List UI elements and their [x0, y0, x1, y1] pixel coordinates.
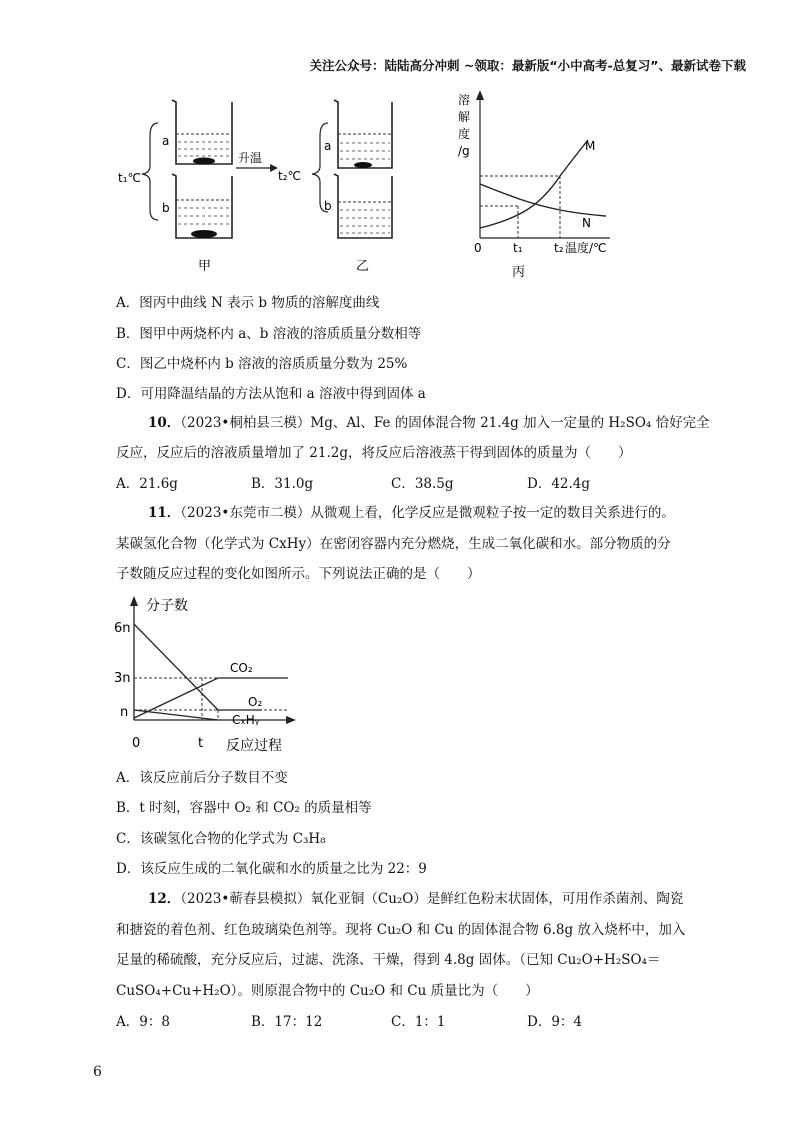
curve-n-label: N	[582, 216, 591, 230]
curve-m	[480, 140, 588, 228]
arrow-head	[270, 164, 278, 172]
q12-option-c: C．1：1	[391, 1014, 446, 1030]
origin-label: 0	[474, 241, 482, 255]
beaker-label-b-jia: b	[162, 201, 170, 215]
bracket-jia	[142, 123, 158, 220]
co2-label: CO₂	[230, 661, 253, 675]
q11-line-1	[148, 503, 675, 523]
beaker-a-jia	[172, 100, 232, 165]
q11-line-2: 某碳氢化合物（化学式为 CxHy）在密闭容器内充分燃烧，生成二氧化碳和水。部分物质的分	[116, 536, 671, 552]
beaker-b-jia	[172, 174, 232, 238]
q11-option-a: A．该反应前后分子数目不变	[116, 770, 288, 786]
figure-q9	[110, 88, 630, 288]
cxhy-label: CₓHᵧ	[232, 713, 260, 727]
co2-line	[134, 678, 288, 718]
x-axis-label: 反应过程	[226, 738, 282, 754]
ylabel-char-3: 度	[458, 127, 471, 141]
q12-option-d: D．9：4	[527, 1014, 583, 1030]
beaker-label-b-yi: b	[324, 199, 332, 213]
y-tick-n: n	[120, 705, 129, 720]
curve-n	[480, 184, 606, 216]
t1-label: t₁	[513, 241, 523, 255]
y-axis-arrow	[476, 90, 484, 100]
figure-q11	[112, 590, 312, 760]
figure-label-jia: 甲	[198, 259, 212, 274]
q11-stem-1: （2023•东莞市二模）从微观上看，化学反应是微观粒子按一定的数目关系进行的。	[180, 505, 675, 521]
t-label: t	[198, 736, 204, 751]
q12-line-1	[148, 889, 683, 909]
q11-option-c: C．该碳氢化合物的化学式为 C₃H₈	[116, 831, 326, 847]
q11-option-b: B．t 时刻，容器中 O₂ 和 CO₂ 的质量相等	[116, 800, 372, 816]
q10-number: 10．	[148, 415, 181, 431]
beaker-b-yi	[334, 174, 392, 238]
q12-line-3: 足量的稀硫酸，充分反应后，过滤、洗涤、干燥，得到 4.8g 固体。（已知 Cu₂O+H₂SO₄＝	[116, 952, 661, 968]
x-axis-arrow	[286, 716, 296, 724]
curve-m-label: M	[585, 139, 596, 153]
temp-label-yi: t₂℃	[278, 169, 301, 183]
q12-option-a: A．9：8	[116, 1014, 170, 1030]
t2-label: t₂	[554, 241, 564, 255]
figure-label-yi: 乙	[356, 259, 370, 274]
q9-option-c: C．图乙中烧杯内 b 溶液的溶质质量分数为 25%	[116, 356, 408, 372]
arrow-label: 升温	[238, 151, 263, 165]
q9-option-a: A．图丙中曲线 N 表示 b 物质的溶解度曲线	[116, 295, 380, 311]
page-number: 6	[93, 1064, 102, 1080]
q9-option-b: B．图甲中两烧杯内 a、b 溶液的溶质质量分数相等	[116, 326, 422, 342]
beaker-a-yi	[334, 100, 392, 168]
ylabel-char-4: /g	[458, 144, 470, 158]
q10-line-2: 反应，反应后的溶液质量增加了 21.2g，将反应后溶液蒸干得到固体的质量为（ ）	[116, 445, 632, 461]
q11-option-d: D．该反应生成的二氧化碳和水的质量之比为 22：9	[116, 861, 427, 877]
q11-line-3: 子数随反应过程的变化如图所示。下列说法正确的是（ ）	[116, 566, 481, 582]
q12-option-b: B．17：12	[251, 1014, 323, 1030]
x-axis-label: 温度/℃	[565, 241, 607, 255]
figure-label-bing: 丙	[512, 265, 526, 280]
q10-line-1	[148, 413, 710, 433]
q10-option-c: C．38.5g	[391, 476, 454, 492]
y-axis-arrow	[130, 596, 138, 606]
q12-number: 12．	[148, 891, 181, 907]
ylabel-char-2: 解	[458, 110, 471, 124]
q10-option-d: D．42.4g	[527, 476, 591, 492]
cxhy-line	[134, 710, 218, 720]
q11-number: 11．	[148, 505, 181, 521]
q12-line-4: CuSO₄+Cu+H₂O）。则原混合物中的 Cu₂O 和 Cu 质量比为（ ）	[116, 983, 539, 999]
page-header: 关注公众号：陆陆高分冲刺 ~领取：最新版“小中高考-总复习”、最新试卷下载	[309, 58, 746, 73]
q10-stem-1: （2023•桐柏县三模）Mg、Al、Fe 的固体混合物 21.4g 加入一定量的 H₂SO₄ 恰好完全	[180, 415, 710, 431]
temp-label-jia: t₁℃	[118, 171, 141, 185]
origin-label: 0	[132, 736, 141, 751]
o2-label: O₂	[248, 695, 263, 709]
beaker-label-a-yi: a	[324, 139, 332, 153]
q10-option-a: A．21.6g	[116, 476, 178, 492]
solubility-graph	[458, 90, 610, 255]
ylabel-char-1: 溶	[458, 93, 471, 107]
y-axis-label: 分子数	[146, 598, 188, 614]
q12-line-2: 和搪瓷的着色剂、红色玻璃染色剂等。现将 Cu₂O 和 Cu 的固体混合物 6.8g 放入烧杯中，加入	[116, 922, 686, 938]
q10-option-b: B．31.0g	[251, 476, 314, 492]
y-tick-6n: 6n	[114, 621, 131, 636]
beaker-label-a-jia: a	[162, 134, 170, 148]
q12-stem-1: （2023•蕲春县模拟）氧化亚铜（Cu₂O）是鲜红色粉末状固体，可用作杀菌剂、陶瓷	[180, 891, 684, 907]
q9-option-d: D．可用降温结晶的方法从饱和 a 溶液中得到固体 a	[116, 386, 426, 402]
y-tick-3n: 3n	[114, 671, 131, 686]
